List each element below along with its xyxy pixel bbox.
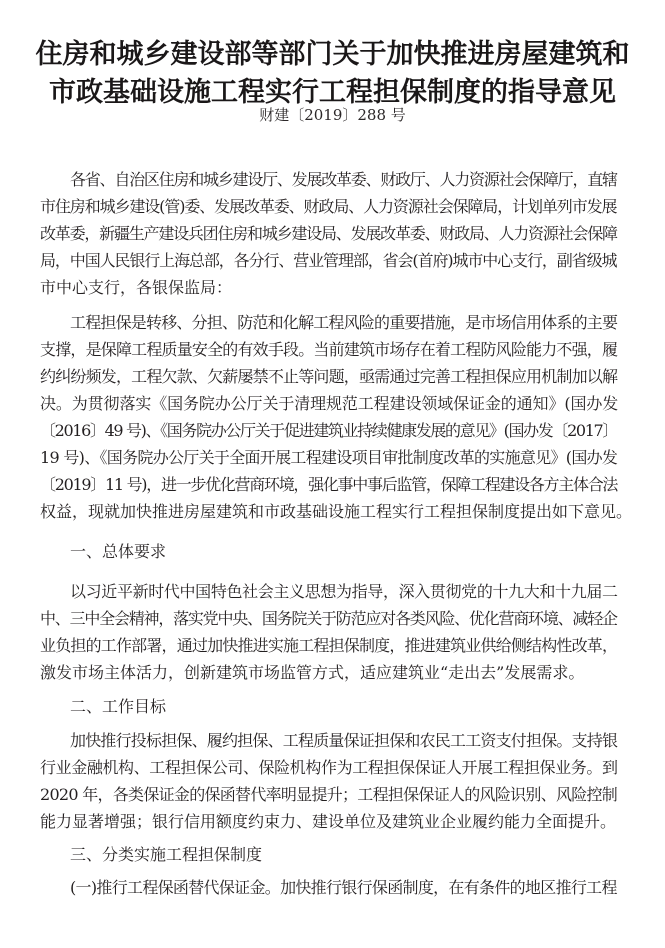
body-line: 决。为贯彻落实《国务院办公厅关于清理规范工程建设领域保证金的通知》(国办发: [40, 394, 619, 413]
body-line: 局，中国人民银行上海总部，各分行、营业管理部，省会(首府)城市中心支行，副省级城: [40, 251, 617, 270]
body-line: 能力显著增强；银行信用额度约束力、建设单位及建筑业企业履约能力全面提升。: [40, 812, 617, 831]
section-heading-3: 三、分类实施工程担保制度: [70, 845, 263, 864]
body-line: 〔2019〕11 号)，进一步优化营商环境，强化事中事后监管，保障工程建设各方主体合法: [40, 475, 618, 494]
section-heading-2: 二、工作目标: [70, 697, 167, 716]
body-line: 19 号)、《国务院办公厅关于全面开展工程建设项目审批制度改革的实施意见》(国办发: [40, 448, 618, 467]
body-line: 改革委，新疆生产建设兵团住房和城乡建设局、发展改革委、财政局、人力资源社会保障: [40, 224, 617, 243]
body-line: 约纠纷频发，工程欠款、欠薪屡禁不止等问题，亟需通过完善工程担保应用机制加以解: [40, 367, 618, 386]
body-line: (一)推行工程保函替代保证金。加快推行银行保函制度，在有条件的地区推行工程: [70, 878, 617, 897]
body-line: 加快推行投标担保、履约担保、工程质量保证担保和农民工工资支付担保。支持银: [70, 731, 618, 750]
body-line: 各省、自治区住房和城乡建设厅、发展改革委、财政厅、人力资源社会保障厅，直辖: [70, 170, 617, 189]
body-line: 支撑，是保障工程质量安全的有效手段。当前建筑市场存在着工程防风险能力不强，履: [40, 340, 618, 359]
body-line: 〔2016〕49 号)、《国务院办公厅关于促进建筑业持续健康发展的意见》(国办发〔2017〕: [40, 421, 618, 440]
body-line: 业负担的工作部署，通过加快推进实施工程担保制度，推进建筑业供给侧结构性改革，: [40, 636, 618, 655]
body-line: 市中心支行，各银保监局：: [40, 278, 233, 297]
document-title-line-1: 住房和城乡建设部等部门关于加快推进房屋建筑和: [35, 39, 630, 70]
body-line: 工程担保是转移、分担、防范和化解工程风险的重要措施，是市场信用体系的主要: [70, 313, 618, 332]
document-number: 财建〔2019〕288 号: [259, 106, 406, 124]
body-line: 市住房和城乡建设(管)委、发展改革委、财政局、人力资源社会保障局，计划单列市发展: [40, 197, 617, 216]
document-title-line-2: 市政基础设施工程实行工程担保制度的指导意见: [49, 77, 616, 108]
body-line: 2020 年，各类保证金的保函替代率明显提升；工程担保保证人的风险识别、风险控制: [40, 785, 618, 804]
body-line: 激发市场主体活力，创新建筑市场监管方式，适应建筑业“走出去”发展需求。: [40, 663, 585, 682]
body-line: 行业金融机构、工程担保公司、保险机构作为工程担保保证人开展工程担保业务。到: [40, 758, 618, 777]
section-heading-1: 一、总体要求: [70, 542, 167, 561]
body-line: 以习近平新时代中国特色社会主义思想为指导，深入贯彻党的十九大和十九届二: [70, 582, 618, 601]
body-line: 中、三中全会精神，落实党中央、国务院关于防范应对各类风险、优化营商环境、减轻企: [40, 609, 617, 628]
body-line: 权益，现就加快推进房屋建筑和市政基础设施工程实行工程担保制度提出如下意见。: [40, 502, 633, 521]
